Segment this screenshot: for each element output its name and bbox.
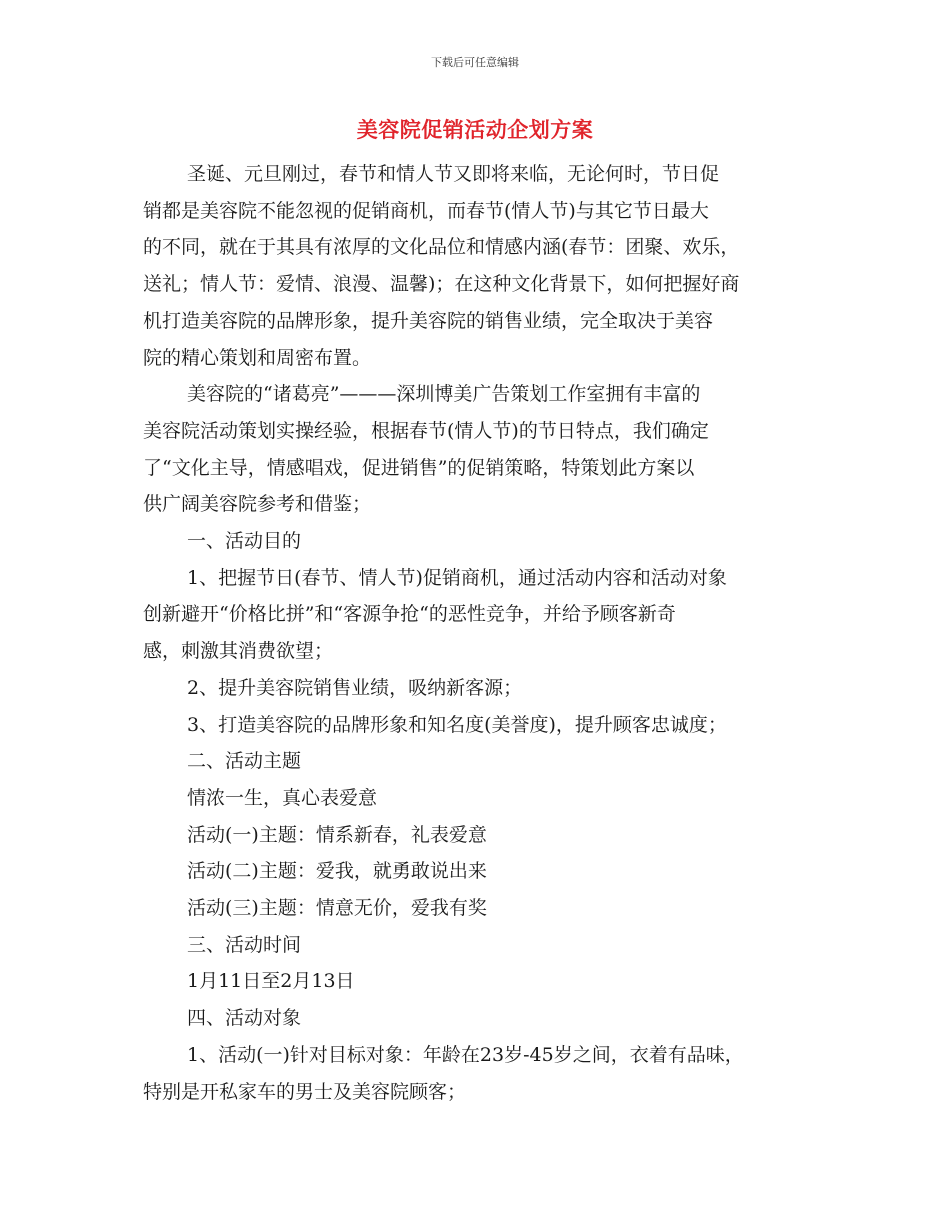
body-line: 3、打造美容院的品牌形象和知名度(美誉度)，提升顾客忠诚度； <box>187 713 727 736</box>
body-line: 美容院的“诸葛亮”———深圳博美广告策划工作室拥有丰富的 <box>187 383 701 406</box>
body-line: 2、提升美容院销售业绩，吸纳新客源； <box>187 676 523 699</box>
section-heading: 一、活动目的 <box>187 530 302 553</box>
body-line: 创新避开“价格比拼”和“客源争抢“的恶性竞争，并给予顾客新奇 <box>143 603 676 626</box>
body-line: 的不同，就在于其具有浓厚的文化品位和情感内涵(春节：团聚、欢乐， <box>143 236 740 259</box>
page-header-note: 下载后可任意编辑 <box>431 56 519 69</box>
document-body <box>143 156 833 1110</box>
body-line: 情浓一生，真心表爱意 <box>187 786 378 809</box>
body-line: 活动(三)主题：情意无价，爱我有奖 <box>187 897 487 920</box>
body-line: 供广阔美容院参考和借鉴； <box>143 493 372 516</box>
body-line: 了“文化主导，情感唱戏，促进销售”的促销策略，特策划此方案以 <box>143 456 695 479</box>
body-line: 1、活动(一)针对目标对象：年龄在23岁-45岁之间，衣着有品味， <box>187 1043 744 1066</box>
section-heading: 四、活动对象 <box>187 1007 302 1030</box>
body-line: 机打造美容院的品牌形象，提升美容院的销售业绩，完全取决于美容 <box>143 309 714 332</box>
body-line: 1月11日至2月13日 <box>187 970 355 993</box>
body-line: 特别是开私家车的男士及美容院顾客； <box>143 1080 467 1103</box>
body-line: 感，刺激其消费欲望； <box>143 640 334 663</box>
document-title: 美容院促销活动企划方案 <box>356 118 594 142</box>
body-line: 活动(一)主题：情系新春，礼表爱意 <box>187 823 487 846</box>
body-line: 院的精心策划和周密布置。 <box>143 346 372 369</box>
section-heading: 二、活动主题 <box>187 750 302 773</box>
body-line: 美容院活动策划实操经验，根据春节(情人节)的节日特点，我们确定 <box>143 419 709 442</box>
section-heading: 三、活动时间 <box>187 933 302 956</box>
body-line: 圣诞、元旦刚过，春节和情人节又即将来临，无论何时，节日促 <box>187 163 720 185</box>
body-line: 1、把握节日(春节、情人节)促销商机，通过活动内容和活动对象 <box>187 566 727 589</box>
body-line: 送礼；情人节：爱情、浪漫、温馨)；在这种文化背景下，如何把握好商 <box>143 273 740 296</box>
body-line: 活动(二)主题：爱我，就勇敢说出来 <box>187 860 487 883</box>
body-line: 销都是美容院不能忽视的促销商机，而春节(情人节)与其它节日最大 <box>143 199 709 222</box>
